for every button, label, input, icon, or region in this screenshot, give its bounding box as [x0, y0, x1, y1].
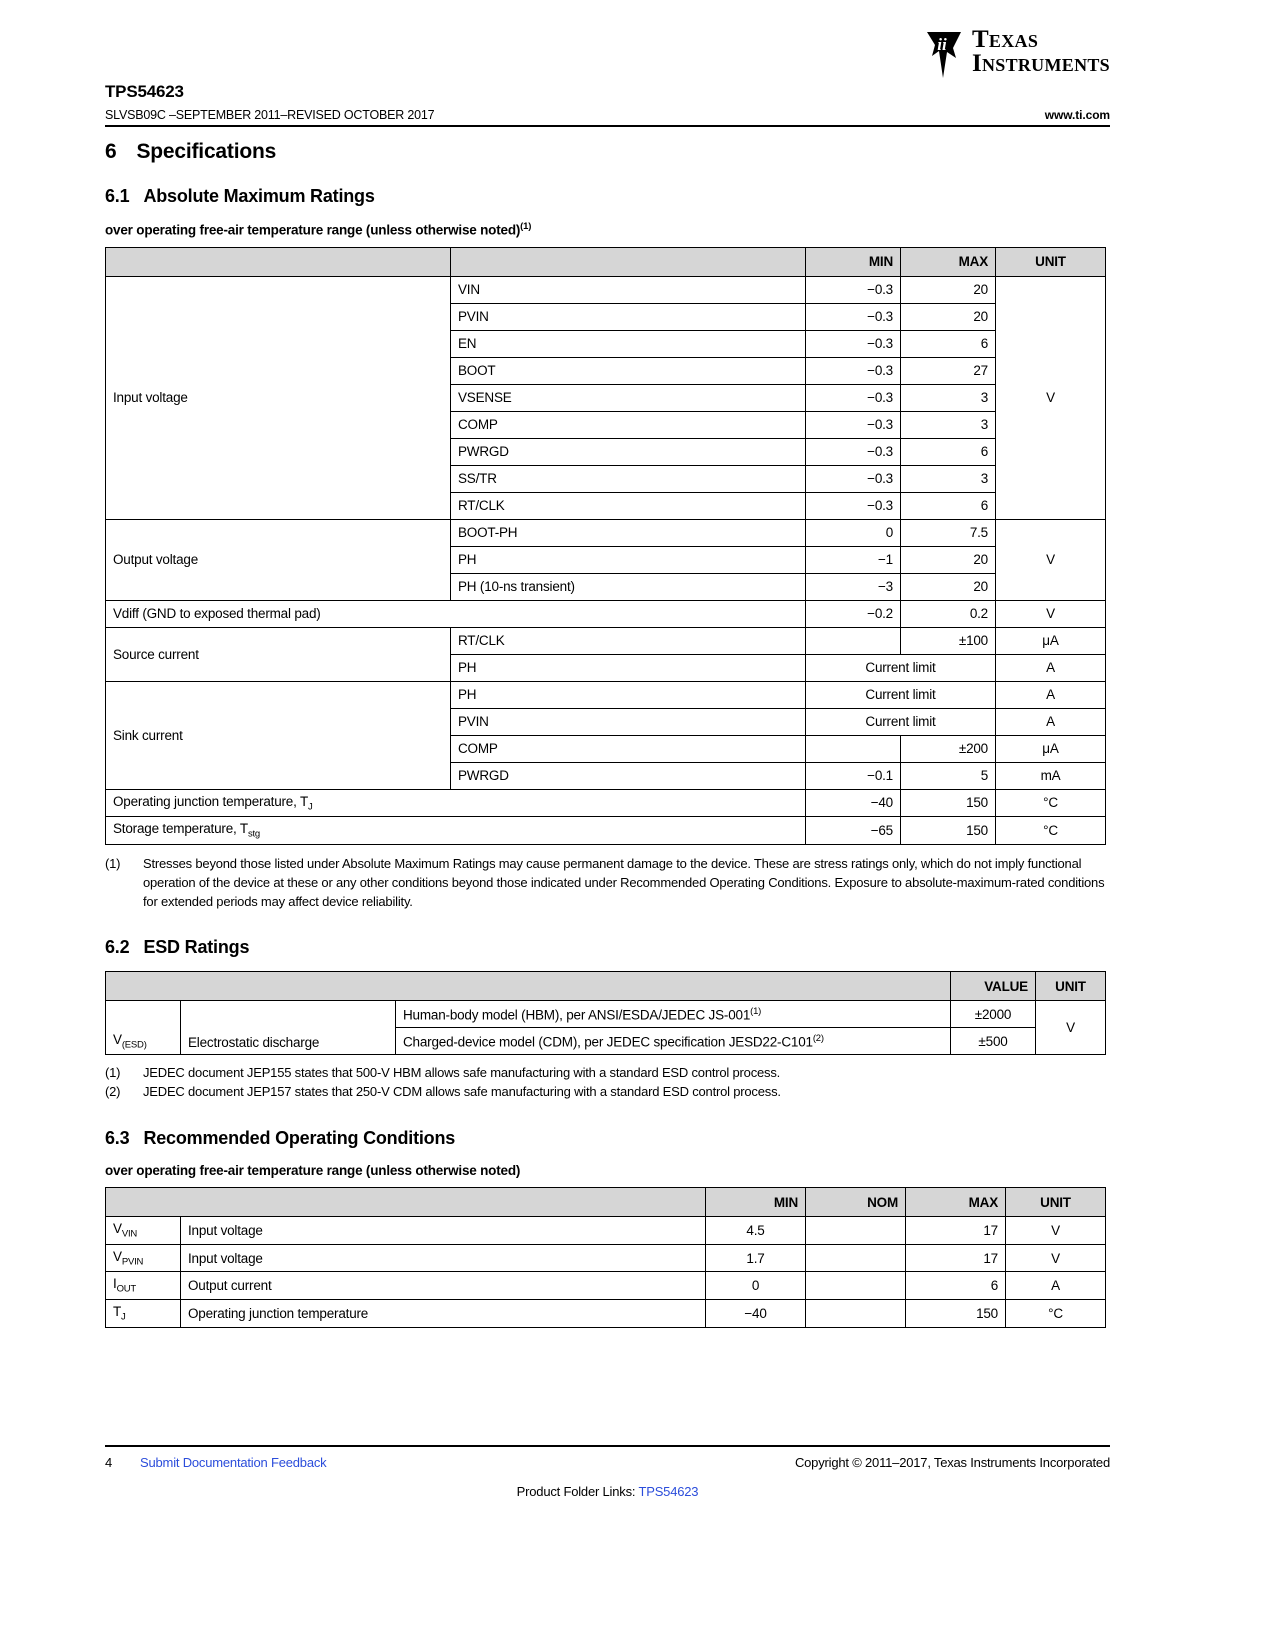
esd-test-text: Human-body model (HBM), per ANSI/ESDA/JEDEC JS-001 — [403, 1007, 751, 1023]
roc-max: 150 — [906, 1300, 1006, 1328]
subsection-heading-esd-ratings — [105, 937, 1110, 958]
copyright-notice: Copyright © 2011–2017, Texas Instruments Incorporated — [794, 1455, 1110, 1470]
roc-parameter: Output current — [181, 1272, 706, 1300]
row-max: 6 — [901, 330, 996, 357]
table-row — [106, 600, 1106, 627]
esd-test-condition — [396, 1001, 951, 1028]
page-number: 4 — [105, 1455, 113, 1470]
row-min: −0.3 — [806, 411, 901, 438]
roc-symbol-main: V — [113, 1221, 122, 1237]
row-max: 20 — [901, 303, 996, 330]
esd-footnote-1 — [105, 1064, 1110, 1083]
row-label-subscript: stg — [247, 828, 261, 840]
roc-unit: V — [1006, 1244, 1106, 1272]
table-row — [106, 1300, 1106, 1328]
roc-symbol — [106, 1217, 181, 1245]
abs-max-condition-text: over operating free-air temperature range (unless otherwise noted) — [105, 222, 521, 238]
recommended-operating-conditions-table — [105, 1187, 1106, 1328]
row-max: 20 — [901, 573, 996, 600]
row-param: PVIN — [451, 708, 806, 735]
col-header-blank-1 — [106, 247, 451, 276]
document-id-revision: SLVSB09C –SEPTEMBER 2011–REVISED OCTOBER 2017 — [105, 108, 435, 122]
table-row — [106, 1272, 1106, 1300]
row-unit: A — [996, 681, 1106, 708]
footnote-text: JEDEC document JEP155 states that 500-V HBM allows safe manufacturing with a standard ESD control process. — [143, 1065, 781, 1081]
esd-unit: V — [1036, 1001, 1106, 1055]
table-row — [106, 681, 1106, 708]
row-min: −0.3 — [806, 357, 901, 384]
esd-test-footnote-ref: (2) — [812, 1033, 824, 1045]
svg-text:ii: ii — [937, 35, 947, 54]
roc-min: 4.5 — [706, 1217, 806, 1245]
subsection-title: Recommended Operating Conditions — [143, 1128, 456, 1149]
table-row — [106, 1217, 1106, 1245]
row-min — [806, 735, 901, 762]
esd-symbol — [106, 1001, 181, 1055]
row-min: −0.3 — [806, 276, 901, 303]
section-title: Specifications — [136, 140, 277, 163]
page-content — [105, 140, 1110, 1328]
roc-nom — [806, 1217, 906, 1245]
col-header-blank — [106, 972, 951, 1001]
esd-value: ±500 — [951, 1028, 1036, 1055]
absolute-maximum-ratings-table — [105, 247, 1106, 845]
esd-test-footnote-ref: (1) — [750, 1006, 762, 1018]
roc-symbol — [106, 1300, 181, 1328]
row-label-storage-temperature — [106, 817, 806, 845]
roc-min: 0 — [706, 1272, 806, 1300]
ti-logo-icon — [923, 28, 965, 82]
row-label-text: Operating junction temperature, T — [113, 793, 309, 809]
row-param: COMP — [451, 411, 806, 438]
roc-min: −40 — [706, 1300, 806, 1328]
device-part-number: TPS54623 — [105, 82, 184, 101]
row-unit: V — [996, 600, 1106, 627]
header-divider — [105, 125, 1110, 127]
roc-nom — [806, 1300, 906, 1328]
row-max: 20 — [901, 546, 996, 573]
roc-max: 6 — [906, 1272, 1006, 1300]
esd-ratings-table — [105, 971, 1106, 1055]
ti-logo-wordmark — [972, 28, 1110, 75]
esd-value: ±2000 — [951, 1001, 1036, 1028]
table-header-row — [106, 972, 1106, 1001]
table-row — [106, 817, 1106, 845]
roc-unit: °C — [1006, 1300, 1106, 1328]
table-row — [106, 1244, 1106, 1272]
row-max: 3 — [901, 411, 996, 438]
roc-symbol-main: V — [113, 1248, 122, 1264]
row-label-operating-junction-temperature — [106, 789, 806, 817]
row-group-label-input-voltage: Input voltage — [106, 276, 451, 519]
row-min: −0.3 — [806, 492, 901, 519]
row-param: PH — [451, 681, 806, 708]
row-unit: V — [996, 276, 1106, 519]
row-span-value: Current limit — [806, 654, 996, 681]
row-min: −0.3 — [806, 330, 901, 357]
esd-symbol-subscript: (ESD) — [121, 1039, 147, 1051]
row-min: −0.3 — [806, 384, 901, 411]
row-min: 0 — [806, 519, 901, 546]
row-param: COMP — [451, 735, 806, 762]
roc-nom — [806, 1272, 906, 1300]
row-max: 6 — [901, 492, 996, 519]
roc-symbol — [106, 1272, 181, 1300]
row-param: VIN — [451, 276, 806, 303]
roc-parameter: Operating junction temperature — [181, 1300, 706, 1328]
section-heading-specifications — [105, 140, 1110, 164]
roc-symbol-main: I — [113, 1276, 117, 1292]
row-min: −0.3 — [806, 465, 901, 492]
row-param: VSENSE — [451, 384, 806, 411]
row-param: PVIN — [451, 303, 806, 330]
row-group-label-source-current: Source current — [106, 627, 451, 681]
row-max: 7.5 — [901, 519, 996, 546]
esd-parameter: Electrostatic discharge — [181, 1001, 396, 1055]
roc-unit: V — [1006, 1217, 1106, 1245]
table-row — [106, 1001, 1106, 1028]
roc-min: 1.7 — [706, 1244, 806, 1272]
roc-max: 17 — [906, 1244, 1006, 1272]
roc-parameter: Input voltage — [181, 1244, 706, 1272]
roc-symbol-main: T — [113, 1304, 122, 1320]
row-min — [806, 627, 901, 654]
row-param: PH — [451, 654, 806, 681]
row-min: −65 — [806, 817, 901, 845]
subsection-title: ESD Ratings — [143, 937, 250, 958]
subsection-number: 6.1 — [105, 186, 130, 206]
col-header-max: MAX — [901, 247, 996, 276]
row-max: 150 — [901, 817, 996, 845]
row-label-vdiff: Vdiff (GND to exposed thermal pad) — [106, 600, 806, 627]
table-header-row — [106, 1188, 1106, 1217]
product-folder-label: Product Folder Links: — [516, 1484, 636, 1499]
row-label-text: Storage temperature, T — [113, 821, 248, 837]
row-min: −1 — [806, 546, 901, 573]
footnote-marker: (2) — [105, 1084, 121, 1100]
col-header-max: MAX — [906, 1188, 1006, 1217]
subsection-number: 6.2 — [105, 937, 130, 958]
row-param: BOOT-PH — [451, 519, 806, 546]
roc-symbol-subscript: PVIN — [121, 1256, 144, 1268]
row-min: −0.1 — [806, 762, 901, 789]
row-max: ±100 — [901, 627, 996, 654]
row-unit: μA — [996, 735, 1106, 762]
subsection-heading-absolute-maximum-ratings — [105, 186, 1110, 207]
row-max: 3 — [901, 465, 996, 492]
row-unit: °C — [996, 817, 1106, 845]
row-max: ±200 — [901, 735, 996, 762]
row-group-label-sink-current: Sink current — [106, 681, 451, 789]
row-span-value: Current limit — [806, 708, 996, 735]
row-max: 0.2 — [901, 600, 996, 627]
col-header-blank — [106, 1188, 706, 1217]
table-row — [106, 276, 1106, 303]
esd-test-condition — [396, 1028, 951, 1055]
abs-max-condition-line — [105, 221, 1110, 238]
table-row — [106, 627, 1106, 654]
subsection-number: 6.3 — [105, 1128, 130, 1149]
col-header-unit: UNIT — [1036, 972, 1106, 1001]
row-param: PH — [451, 546, 806, 573]
roc-unit: A — [1006, 1272, 1106, 1300]
row-unit: mA — [996, 762, 1106, 789]
submit-documentation-feedback-link[interactable]: Submit Documentation Feedback — [140, 1455, 327, 1470]
row-max: 5 — [901, 762, 996, 789]
roc-symbol-subscript: VIN — [121, 1228, 138, 1240]
esd-symbol-main: V — [113, 1031, 122, 1047]
row-max: 3 — [901, 384, 996, 411]
ti-website-url[interactable]: www.ti.com — [1044, 108, 1110, 122]
col-header-min: MIN — [706, 1188, 806, 1217]
table-row — [106, 519, 1106, 546]
row-unit: A — [996, 708, 1106, 735]
col-header-unit: UNIT — [1006, 1188, 1106, 1217]
subsection-title: Absolute Maximum Ratings — [143, 186, 375, 206]
row-max: 150 — [901, 789, 996, 817]
row-label-subscript: J — [308, 801, 313, 813]
roc-max: 17 — [906, 1217, 1006, 1245]
row-param: PWRGD — [451, 762, 806, 789]
roc-symbol — [106, 1244, 181, 1272]
product-folder-links — [105, 1484, 1110, 1499]
row-min: −0.2 — [806, 600, 901, 627]
roc-condition-line: over operating free-air temperature range (unless otherwise noted) — [105, 1163, 521, 1179]
product-folder-link[interactable]: TPS54623 — [638, 1484, 699, 1499]
abs-max-footnote-1 — [105, 855, 1110, 912]
row-max: 27 — [901, 357, 996, 384]
col-header-blank-2 — [451, 247, 806, 276]
esd-test-text: Charged-device model (CDM), per JEDEC specification JESD22-C101 — [403, 1034, 813, 1050]
row-min: −0.3 — [806, 303, 901, 330]
col-header-value: VALUE — [951, 972, 1036, 1001]
table-row — [106, 789, 1106, 817]
row-param: BOOT — [451, 357, 806, 384]
subsection-heading-recommended-operating-conditions — [105, 1128, 1110, 1149]
row-param: PH (10-ns transient) — [451, 573, 806, 600]
footer-divider — [105, 1445, 1110, 1447]
footnote-marker: (1) — [105, 855, 121, 871]
row-min: −40 — [806, 789, 901, 817]
table-header-row — [106, 247, 1106, 276]
row-param: EN — [451, 330, 806, 357]
row-min: −3 — [806, 573, 901, 600]
row-param: RT/CLK — [451, 492, 806, 519]
section-number: 6 — [105, 140, 117, 163]
footnote-text: JEDEC document JEP157 states that 250-V CDM allows safe manufacturing with a standard ESD control process. — [143, 1084, 781, 1100]
row-param: SS/TR — [451, 465, 806, 492]
row-param: PWRGD — [451, 438, 806, 465]
ti-logo-instruments: Instruments — [971, 49, 1110, 77]
roc-symbol-subscript: OUT — [116, 1284, 137, 1296]
col-header-nom: NOM — [806, 1188, 906, 1217]
row-max: 20 — [901, 276, 996, 303]
ti-logo-texas: Texas — [971, 26, 1039, 53]
col-header-min: MIN — [806, 247, 901, 276]
row-group-label-output-voltage: Output voltage — [106, 519, 451, 600]
row-unit: A — [996, 654, 1106, 681]
roc-nom — [806, 1244, 906, 1272]
roc-symbol-subscript: J — [121, 1311, 126, 1323]
esd-footnote-2 — [105, 1083, 1110, 1102]
page-footer — [105, 1445, 1110, 1499]
roc-parameter: Input voltage — [181, 1217, 706, 1245]
row-span-value: Current limit — [806, 681, 996, 708]
page-header — [105, 28, 1110, 127]
row-param: RT/CLK — [451, 627, 806, 654]
row-max: 6 — [901, 438, 996, 465]
footnote-text: Stresses beyond those listed under Absolute Maximum Ratings may cause permanent damage to the device. These are stress ratings only, which do not imply functional operation of the device at these or any other conditions beyond those indicated under Recommended Operating Conditions. Exposure to absolute-maximum-rated conditions for extended periods may affect device reliability. — [143, 855, 1105, 909]
ti-logo — [923, 28, 1110, 82]
footnote-marker: (1) — [105, 1065, 121, 1081]
row-min: −0.3 — [806, 438, 901, 465]
row-unit: μA — [996, 627, 1106, 654]
row-unit: V — [996, 519, 1106, 600]
col-header-unit: UNIT — [996, 247, 1106, 276]
row-unit: °C — [996, 789, 1106, 817]
abs-max-condition-footnote-ref: (1) — [520, 221, 532, 232]
